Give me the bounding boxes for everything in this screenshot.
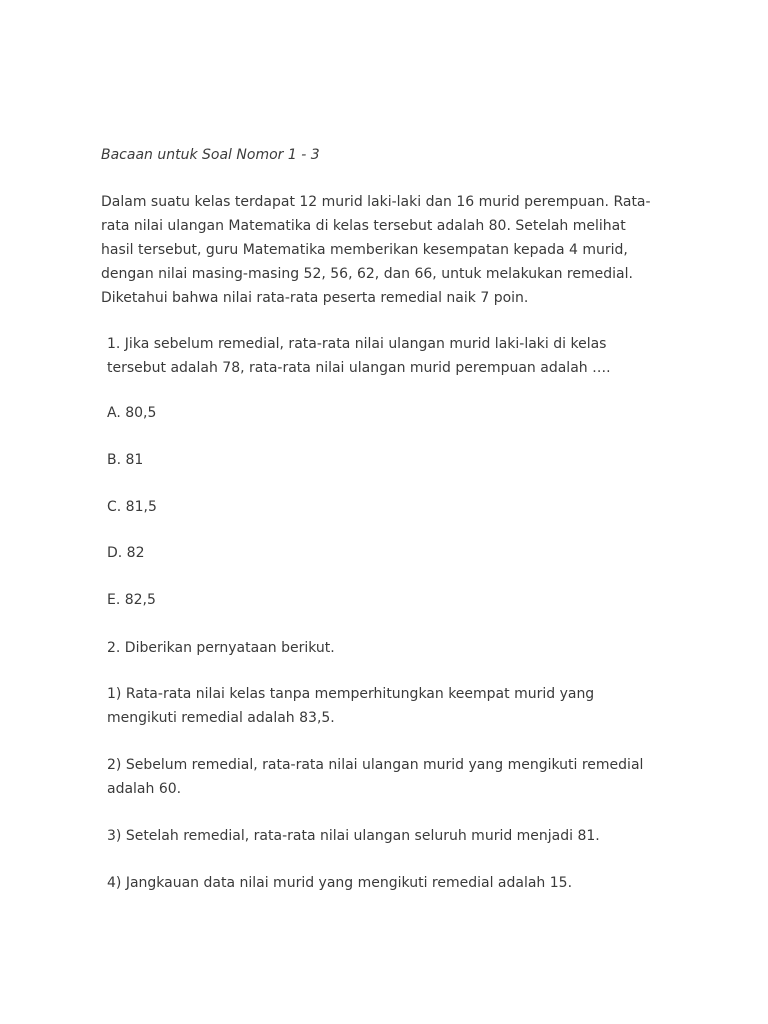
statement-2	[107, 753, 643, 801]
option-c: C. 81,5	[107, 499, 157, 515]
question-2-stem: 2. Diberikan pernyataan berikut.	[107, 640, 335, 656]
statement-line: 1) Rata-rata nilai kelas tanpa memperhitungkan keempat murid yang	[107, 686, 595, 702]
question-1-line: tersebut adalah 78, rata-rata nilai ulangan murid perempuan adalah ….	[107, 360, 611, 376]
passage-line: hasil tersebut, guru Matematika memberikan kesempatan kepada 4 murid,	[101, 242, 628, 258]
option-b: B. 81	[107, 452, 144, 468]
question-1	[107, 332, 611, 380]
statement-1	[107, 682, 594, 730]
passage-line: Diketahui bahwa nilai rata-rata peserta remedial naik 7 poin.	[101, 290, 529, 306]
passage-line: rata nilai ulangan Matematika di kelas tersebut adalah 80. Setelah melihat	[101, 218, 626, 234]
reading-passage	[101, 190, 651, 310]
statement-line: 2) Sebelum remedial, rata-rata nilai ulangan murid yang mengikuti remedial	[107, 757, 644, 773]
reading-heading: Bacaan untuk Soal Nomor 1 - 3	[101, 147, 320, 163]
statement-line: 3) Setelah remedial, rata-rata nilai ulangan seluruh murid menjadi 81.	[107, 828, 600, 844]
statement-line: adalah 60.	[107, 781, 182, 797]
passage-line: Dalam suatu kelas terdapat 12 murid laki-laki dan 16 murid perempuan. Rata-	[101, 194, 651, 210]
statement-line: mengikuti remedial adalah 83,5.	[107, 710, 335, 726]
question-1-line: 1. Jika sebelum remedial, rata-rata nilai ulangan murid laki-laki di kelas	[107, 336, 607, 352]
statement-line: 4) Jangkauan data nilai murid yang mengikuti remedial adalah 15.	[107, 875, 573, 891]
statement-4	[107, 871, 572, 895]
passage-line: dengan nilai masing-masing 52, 56, 62, dan 66, untuk melakukan remedial.	[101, 266, 633, 282]
option-d: D. 82	[107, 545, 145, 561]
option-e: E. 82,5	[107, 592, 156, 608]
statement-3	[107, 824, 600, 848]
option-a: A. 80,5	[107, 405, 157, 421]
